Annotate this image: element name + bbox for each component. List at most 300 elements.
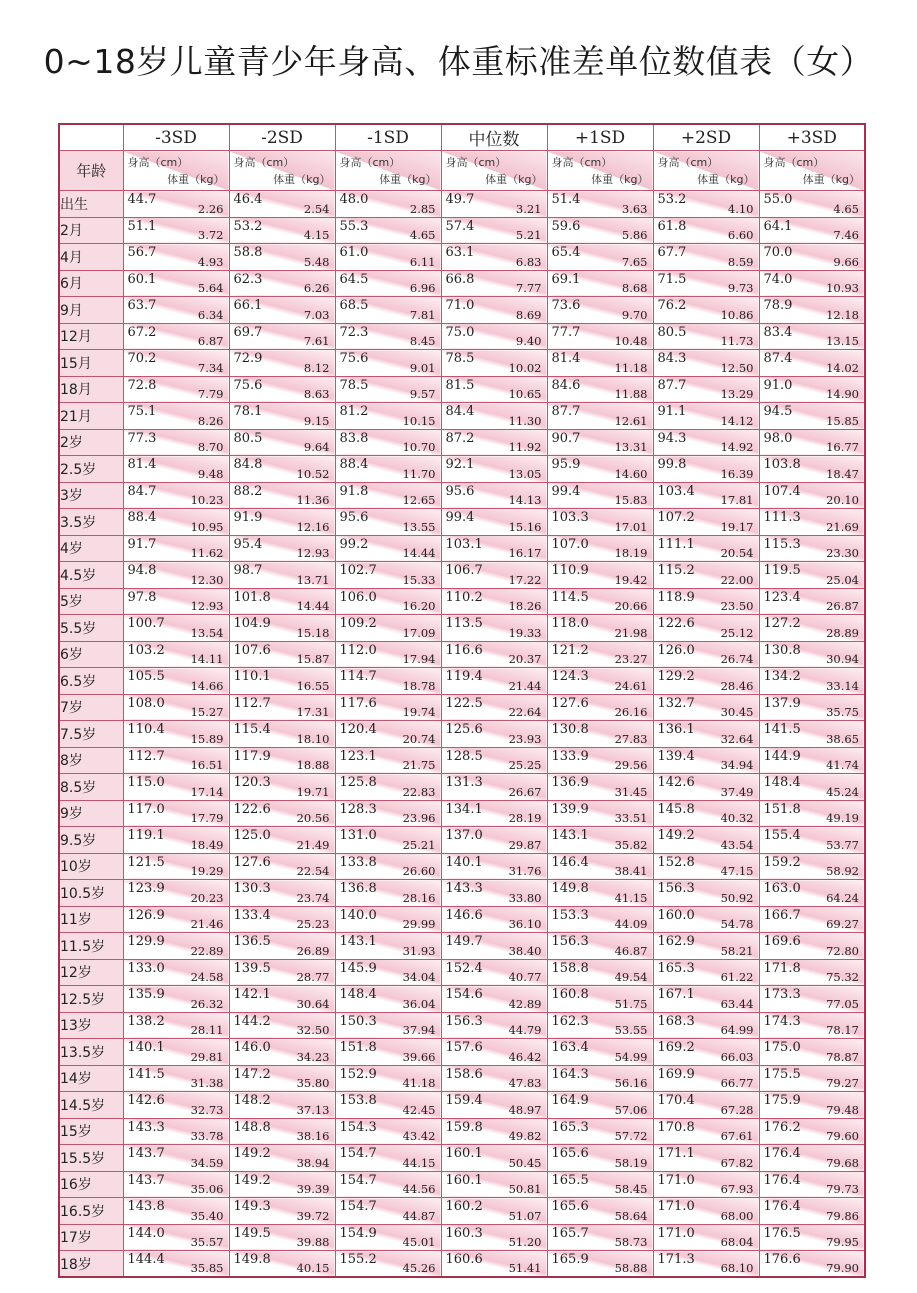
height-value: 123.4 bbox=[763, 589, 801, 605]
weight-value: 47.83 bbox=[508, 1076, 542, 1090]
weight-value: 5.48 bbox=[303, 254, 330, 269]
age-cell: 15.5岁 bbox=[59, 1145, 123, 1172]
weight-value: 13.54 bbox=[190, 625, 224, 640]
value-cell bbox=[229, 429, 335, 456]
table-row bbox=[59, 482, 865, 509]
value-cell bbox=[653, 615, 759, 642]
height-value: 117.0 bbox=[127, 801, 165, 817]
height-value: 160.1 bbox=[445, 1146, 483, 1161]
weight-value: 45.26 bbox=[402, 1261, 436, 1275]
weight-value: 58.73 bbox=[614, 1235, 648, 1249]
weight-value: 10.15 bbox=[402, 413, 436, 428]
weight-value: 12.61 bbox=[614, 413, 648, 428]
value-cell bbox=[547, 800, 653, 827]
value-cell bbox=[229, 376, 335, 403]
height-value: 152.8 bbox=[657, 854, 695, 870]
height-value: 71.0 bbox=[445, 298, 475, 313]
value-cell bbox=[335, 297, 441, 324]
age-cell: 2月 bbox=[59, 217, 123, 244]
value-cell bbox=[335, 535, 441, 562]
weight-value: 14.12 bbox=[720, 413, 754, 428]
age-cell: 21月 bbox=[59, 403, 123, 430]
height-value: 103.1 bbox=[445, 536, 483, 552]
weight-value: 12.93 bbox=[296, 546, 330, 560]
value-cell bbox=[229, 1251, 335, 1278]
height-value: 46.4 bbox=[233, 192, 263, 207]
weight-value: 79.90 bbox=[826, 1261, 859, 1275]
value-cell bbox=[229, 774, 335, 801]
value-cell bbox=[653, 588, 759, 615]
weight-value: 49.54 bbox=[614, 970, 648, 984]
weight-value: 15.83 bbox=[614, 493, 648, 507]
height-value: 127.6 bbox=[233, 854, 271, 870]
weight-value: 30.64 bbox=[296, 996, 330, 1011]
weight-value: 24.61 bbox=[614, 678, 648, 693]
value-cell bbox=[547, 853, 653, 880]
value-cell bbox=[441, 429, 547, 456]
height-value: 141.5 bbox=[127, 1066, 165, 1082]
height-value: 95.6 bbox=[445, 483, 475, 499]
height-value: 159.8 bbox=[445, 1119, 483, 1135]
weight-value: 12.16 bbox=[296, 519, 330, 534]
height-value: 53.2 bbox=[233, 218, 263, 234]
value-cell bbox=[759, 1171, 865, 1198]
height-value: 175.5 bbox=[763, 1066, 801, 1082]
value-cell bbox=[229, 615, 335, 642]
value-cell bbox=[335, 721, 441, 748]
height-value: 158.6 bbox=[445, 1066, 483, 1082]
weight-value: 75.32 bbox=[826, 970, 859, 984]
weight-value: 33.80 bbox=[508, 890, 542, 905]
weight-value: 53.77 bbox=[826, 837, 859, 852]
weight-value: 17.09 bbox=[402, 625, 436, 640]
value-cell bbox=[759, 880, 865, 907]
weight-value: 8.45 bbox=[409, 334, 436, 348]
height-value: 154.3 bbox=[339, 1119, 377, 1135]
table-row bbox=[59, 1145, 865, 1172]
value-cell bbox=[441, 827, 547, 854]
value-cell bbox=[547, 986, 653, 1013]
age-cell: 12.5岁 bbox=[59, 986, 123, 1013]
weight-value: 39.88 bbox=[296, 1235, 330, 1249]
weight-value: 23.93 bbox=[508, 731, 542, 746]
value-cell bbox=[441, 562, 547, 589]
value-cell bbox=[759, 1251, 865, 1278]
value-cell bbox=[547, 694, 653, 721]
table-row bbox=[59, 350, 865, 377]
sd-header-minus-3: -3SD bbox=[123, 124, 229, 151]
age-cell: 3岁 bbox=[59, 482, 123, 509]
height-value: 105.5 bbox=[127, 669, 165, 684]
value-cell bbox=[547, 270, 653, 297]
height-value: 91.7 bbox=[127, 536, 157, 552]
height-value: 66.1 bbox=[233, 298, 263, 313]
height-value: 110.1 bbox=[233, 669, 271, 684]
weight-value: 29.81 bbox=[190, 1049, 224, 1064]
height-value: 99.4 bbox=[551, 483, 581, 499]
table-row bbox=[59, 1251, 865, 1278]
weight-value: 11.30 bbox=[508, 413, 542, 428]
value-cell bbox=[547, 906, 653, 933]
weight-value: 44.79 bbox=[508, 1023, 542, 1037]
value-cell bbox=[547, 721, 653, 748]
weight-value: 2.85 bbox=[409, 201, 436, 216]
value-cell bbox=[229, 535, 335, 562]
height-value: 150.3 bbox=[339, 1013, 377, 1029]
value-cell bbox=[123, 1145, 229, 1172]
weight-value: 21.46 bbox=[190, 917, 224, 931]
height-value: 157.6 bbox=[445, 1040, 483, 1055]
weight-value: 8.26 bbox=[197, 413, 224, 428]
value-cell bbox=[759, 535, 865, 562]
value-cell bbox=[335, 509, 441, 536]
height-value: 57.4 bbox=[445, 218, 475, 234]
value-cell bbox=[653, 535, 759, 562]
height-value: 131.3 bbox=[445, 775, 483, 790]
table-row bbox=[59, 668, 865, 695]
weight-value: 7.34 bbox=[197, 360, 224, 375]
height-value: 107.6 bbox=[233, 642, 271, 658]
height-value: 129.9 bbox=[127, 934, 165, 949]
value-cell bbox=[123, 509, 229, 536]
weight-value: 40.32 bbox=[720, 811, 754, 825]
weight-value: 41.74 bbox=[826, 758, 859, 772]
height-value: 115.3 bbox=[763, 536, 801, 552]
weight-value: 17.22 bbox=[508, 572, 542, 587]
weight-value: 28.11 bbox=[190, 1023, 224, 1037]
height-value: 152.9 bbox=[339, 1066, 377, 1082]
value-cell bbox=[547, 456, 653, 483]
weight-value: 20.23 bbox=[190, 890, 224, 905]
height-value: 126.9 bbox=[127, 907, 165, 923]
table-row bbox=[59, 562, 865, 589]
table-row bbox=[59, 376, 865, 403]
height-value: 155.2 bbox=[339, 1252, 377, 1267]
weight-value: 21.44 bbox=[508, 678, 542, 693]
height-value: 103.2 bbox=[127, 642, 165, 658]
value-cell bbox=[335, 1065, 441, 1092]
weight-value: 6.11 bbox=[409, 254, 436, 269]
height-value: 77.7 bbox=[551, 324, 581, 340]
weight-value: 66.03 bbox=[720, 1049, 754, 1064]
age-cell: 13岁 bbox=[59, 1012, 123, 1039]
height-value: 147.2 bbox=[233, 1066, 271, 1082]
value-cell bbox=[547, 1118, 653, 1145]
weight-value: 35.40 bbox=[190, 1208, 224, 1223]
weight-value: 11.36 bbox=[296, 493, 330, 507]
value-cell bbox=[653, 959, 759, 986]
weight-value: 17.14 bbox=[190, 784, 224, 799]
value-cell bbox=[759, 853, 865, 880]
age-cell: 13.5岁 bbox=[59, 1039, 123, 1066]
value-cell bbox=[759, 429, 865, 456]
height-value: 101.8 bbox=[233, 589, 271, 605]
table-row bbox=[59, 880, 865, 907]
height-value: 78.5 bbox=[339, 377, 369, 393]
weight-value: 54.99 bbox=[614, 1049, 648, 1064]
value-cell bbox=[653, 482, 759, 509]
value-cell bbox=[653, 880, 759, 907]
weight-value: 45.01 bbox=[402, 1235, 436, 1249]
table-row bbox=[59, 694, 865, 721]
height-value: 108.0 bbox=[127, 695, 165, 711]
value-cell bbox=[441, 244, 547, 271]
value-cell bbox=[759, 933, 865, 960]
height-value: 53.2 bbox=[657, 192, 687, 207]
height-value: 64.1 bbox=[763, 218, 793, 234]
height-value: 76.2 bbox=[657, 298, 687, 313]
value-cell bbox=[547, 482, 653, 509]
weight-value: 79.86 bbox=[826, 1208, 859, 1223]
value-cell bbox=[335, 1171, 441, 1198]
weight-value: 61.22 bbox=[720, 970, 754, 984]
weight-value: 35.82 bbox=[614, 837, 648, 852]
height-unit-label: 身高（cm） bbox=[339, 156, 401, 169]
weight-value: 26.32 bbox=[190, 996, 224, 1011]
height-value: 160.6 bbox=[445, 1252, 483, 1267]
weight-value: 29.87 bbox=[508, 837, 542, 852]
height-value: 72.3 bbox=[339, 324, 369, 340]
value-cell bbox=[123, 694, 229, 721]
table-row bbox=[59, 1118, 865, 1145]
weight-value: 44.15 bbox=[402, 1155, 436, 1170]
weight-value: 19.33 bbox=[508, 625, 542, 640]
height-value: 134.2 bbox=[763, 669, 801, 684]
weight-value: 6.34 bbox=[197, 307, 224, 322]
value-cell bbox=[123, 244, 229, 271]
height-value: 65.4 bbox=[551, 245, 581, 260]
value-cell bbox=[547, 1251, 653, 1278]
value-cell bbox=[441, 1224, 547, 1251]
height-value: 78.9 bbox=[763, 298, 793, 313]
weight-value: 12.30 bbox=[190, 572, 224, 587]
value-cell bbox=[229, 906, 335, 933]
weight-value: 67.93 bbox=[720, 1182, 754, 1196]
weight-value: 35.57 bbox=[190, 1235, 224, 1249]
weight-value: 8.59 bbox=[727, 254, 754, 269]
value-cell bbox=[441, 721, 547, 748]
height-value: 91.0 bbox=[763, 377, 793, 393]
value-cell bbox=[653, 721, 759, 748]
value-cell bbox=[653, 323, 759, 350]
table-row bbox=[59, 1012, 865, 1039]
height-value: 148.4 bbox=[763, 775, 801, 790]
height-value: 154.7 bbox=[339, 1172, 377, 1188]
weight-value: 23.74 bbox=[296, 890, 330, 905]
weight-value: 14.44 bbox=[296, 599, 330, 613]
weight-value: 78.87 bbox=[826, 1049, 859, 1064]
value-cell bbox=[759, 244, 865, 271]
value-cell bbox=[759, 297, 865, 324]
value-cell bbox=[547, 297, 653, 324]
weight-value: 79.95 bbox=[826, 1235, 859, 1249]
weight-value: 58.92 bbox=[826, 864, 859, 878]
age-cell: 10.5岁 bbox=[59, 880, 123, 907]
value-cell bbox=[123, 986, 229, 1013]
value-cell bbox=[335, 191, 441, 218]
height-value: 81.4 bbox=[127, 457, 157, 472]
height-value: 88.4 bbox=[127, 510, 157, 525]
weight-value: 23.30 bbox=[826, 546, 859, 560]
value-cell bbox=[229, 323, 335, 350]
weight-value: 36.10 bbox=[508, 917, 542, 931]
unit-header-cell bbox=[547, 151, 653, 191]
value-cell bbox=[759, 1092, 865, 1119]
weight-value: 44.56 bbox=[402, 1182, 436, 1196]
height-value: 125.8 bbox=[339, 775, 377, 790]
value-cell bbox=[123, 588, 229, 615]
weight-value: 33.14 bbox=[826, 678, 859, 693]
table-row bbox=[59, 217, 865, 244]
height-value: 91.9 bbox=[233, 510, 263, 525]
value-cell bbox=[653, 297, 759, 324]
weight-value: 25.04 bbox=[826, 572, 859, 587]
value-cell bbox=[123, 562, 229, 589]
weight-value: 35.75 bbox=[826, 705, 859, 719]
table-row bbox=[59, 509, 865, 536]
age-cell: 5.5岁 bbox=[59, 615, 123, 642]
age-cell: 6.5岁 bbox=[59, 668, 123, 695]
value-cell bbox=[441, 774, 547, 801]
height-value: 165.3 bbox=[551, 1119, 589, 1135]
value-cell bbox=[653, 641, 759, 668]
height-value: 137.9 bbox=[763, 695, 801, 711]
height-value: 128.3 bbox=[339, 801, 377, 817]
weight-value: 18.10 bbox=[296, 731, 330, 746]
value-cell bbox=[123, 1092, 229, 1119]
height-value: 143.7 bbox=[127, 1146, 165, 1161]
height-value: 116.6 bbox=[445, 642, 483, 658]
value-cell bbox=[441, 906, 547, 933]
value-cell bbox=[123, 959, 229, 986]
table-row bbox=[59, 1171, 865, 1198]
unit-header-cell bbox=[441, 151, 547, 191]
height-value: 154.7 bbox=[339, 1199, 377, 1214]
height-value: 144.4 bbox=[127, 1252, 165, 1267]
weight-value: 42.89 bbox=[508, 996, 542, 1011]
weight-value: 19.29 bbox=[190, 864, 224, 878]
height-value: 136.1 bbox=[657, 722, 695, 737]
height-value: 140.1 bbox=[445, 854, 483, 870]
weight-value: 10.86 bbox=[720, 307, 754, 322]
value-cell bbox=[335, 1145, 441, 1172]
value-cell bbox=[759, 323, 865, 350]
value-cell bbox=[229, 191, 335, 218]
height-value: 48.0 bbox=[339, 192, 369, 207]
value-cell bbox=[335, 668, 441, 695]
age-cell: 10岁 bbox=[59, 853, 123, 880]
weight-value: 38.41 bbox=[614, 864, 648, 878]
weight-value: 79.60 bbox=[826, 1129, 859, 1143]
value-cell bbox=[547, 880, 653, 907]
value-cell bbox=[229, 1118, 335, 1145]
value-cell bbox=[759, 694, 865, 721]
height-value: 160.1 bbox=[445, 1172, 483, 1188]
value-cell bbox=[229, 694, 335, 721]
height-value: 98.7 bbox=[233, 563, 263, 578]
value-cell bbox=[547, 668, 653, 695]
value-cell bbox=[547, 959, 653, 986]
height-value: 145.8 bbox=[657, 801, 695, 817]
value-cell bbox=[229, 1224, 335, 1251]
height-value: 143.1 bbox=[551, 828, 589, 843]
value-cell bbox=[759, 721, 865, 748]
height-value: 99.8 bbox=[657, 457, 687, 472]
table-row bbox=[59, 1092, 865, 1119]
height-value: 110.2 bbox=[445, 589, 483, 605]
age-cell: 14岁 bbox=[59, 1065, 123, 1092]
height-value: 160.8 bbox=[551, 987, 589, 1002]
value-cell bbox=[441, 403, 547, 430]
weight-value: 64.24 bbox=[826, 890, 859, 905]
value-cell bbox=[441, 323, 547, 350]
weight-value: 19.42 bbox=[614, 572, 648, 587]
weight-value: 13.15 bbox=[826, 334, 859, 348]
height-value: 69.7 bbox=[233, 324, 263, 340]
value-cell bbox=[547, 323, 653, 350]
height-value: 148.8 bbox=[233, 1119, 271, 1135]
value-cell bbox=[759, 1224, 865, 1251]
height-value: 176.4 bbox=[763, 1172, 801, 1188]
value-cell bbox=[441, 1118, 547, 1145]
weight-value: 24.58 bbox=[190, 970, 224, 984]
value-cell bbox=[653, 1092, 759, 1119]
value-cell bbox=[335, 906, 441, 933]
height-value: 168.3 bbox=[657, 1013, 695, 1029]
weight-value: 18.49 bbox=[190, 837, 224, 852]
height-value: 149.3 bbox=[233, 1199, 271, 1214]
height-value: 119.1 bbox=[127, 828, 165, 843]
unit-header-row bbox=[59, 151, 865, 191]
value-cell bbox=[123, 456, 229, 483]
height-value: 81.4 bbox=[551, 351, 581, 366]
weight-value: 67.28 bbox=[720, 1102, 754, 1117]
weight-value: 53.55 bbox=[614, 1023, 648, 1037]
height-value: 123.9 bbox=[127, 881, 165, 896]
height-value: 162.3 bbox=[551, 1013, 589, 1029]
height-value: 136.9 bbox=[551, 775, 589, 790]
value-cell bbox=[547, 615, 653, 642]
weight-value: 3.72 bbox=[197, 228, 224, 242]
height-value: 163.4 bbox=[551, 1040, 589, 1055]
weight-value: 23.96 bbox=[402, 811, 436, 825]
height-value: 84.8 bbox=[233, 457, 263, 472]
weight-value: 16.17 bbox=[508, 546, 542, 560]
weight-value: 41.15 bbox=[614, 890, 648, 905]
value-cell bbox=[759, 800, 865, 827]
weight-value: 17.81 bbox=[720, 493, 754, 507]
weight-value: 16.39 bbox=[720, 466, 754, 481]
value-cell bbox=[123, 350, 229, 377]
unit-header-cell bbox=[335, 151, 441, 191]
value-cell bbox=[441, 694, 547, 721]
height-value: 165.7 bbox=[551, 1225, 589, 1241]
weight-value: 26.89 bbox=[296, 943, 330, 958]
height-value: 107.0 bbox=[551, 536, 589, 552]
height-value: 91.1 bbox=[657, 404, 687, 419]
height-value: 75.1 bbox=[127, 404, 157, 419]
weight-value: 63.44 bbox=[720, 996, 754, 1011]
weight-value: 4.15 bbox=[303, 228, 330, 242]
height-value: 149.2 bbox=[233, 1146, 271, 1161]
weight-value: 27.83 bbox=[614, 731, 648, 746]
weight-value: 43.42 bbox=[402, 1129, 436, 1143]
height-value: 169.9 bbox=[657, 1066, 695, 1082]
height-value: 63.1 bbox=[445, 245, 475, 260]
age-cell: 出生 bbox=[59, 191, 123, 218]
height-value: 148.4 bbox=[339, 987, 377, 1002]
height-value: 109.2 bbox=[339, 616, 377, 631]
